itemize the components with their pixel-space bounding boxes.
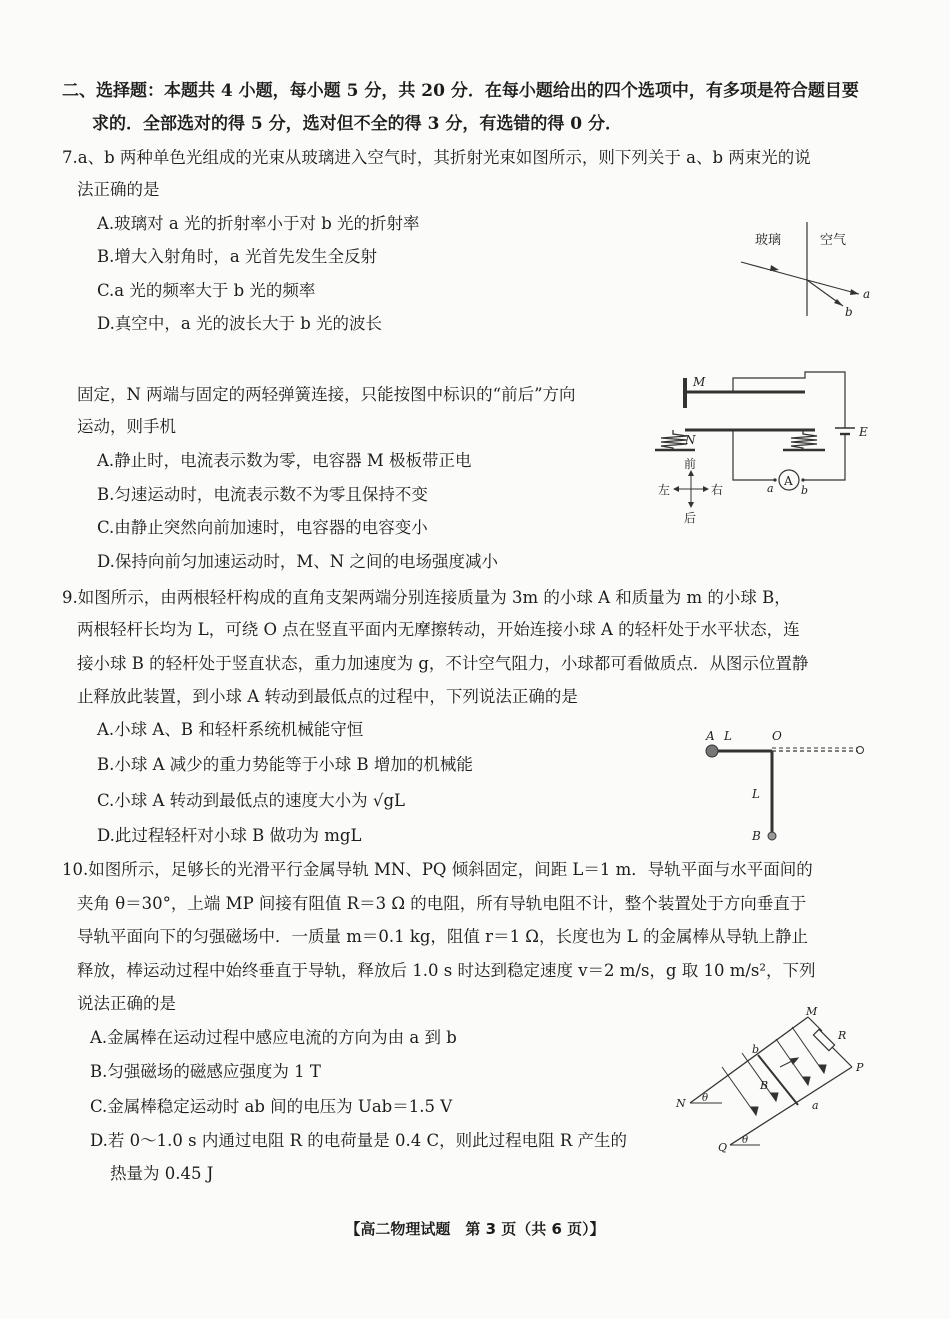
q10-stem-line1: 10.如图所示，足够长的光滑平行金属导轨 MN、PQ 倾斜固定，间距 L＝1 m．导轨平面与水平面间的 bbox=[62, 860, 813, 879]
q7-option-d-cut: D.真空中，a 光的波长大于 b 光的波长 bbox=[97, 314, 383, 333]
q10-stem-line2: 夹角 θ＝30°，上端 MP 间接有阻值 R＝3 Ω 的电阻，所有导轨电阻不计，整个装置处于方向垂直于 bbox=[77, 894, 807, 913]
q8-option-c: C.由静止突然向前加速时，电容器的电容变小 bbox=[97, 518, 428, 537]
q9-stem-line4: 止释放此装置，到小球 A 转动到最低点的过程中，下列说法正确的是 bbox=[77, 687, 578, 706]
page-footer: 【高二物理试题 第 3 页（共 6 页）】 bbox=[345, 1220, 605, 1238]
q10-fig-label-field-b: B bbox=[760, 1079, 769, 1092]
q8-fig-label-e: E bbox=[859, 425, 868, 439]
q8-option-b: B.匀速运动时，电流表示数不为零且保持不变 bbox=[97, 485, 428, 504]
q10-option-b: B.匀强磁场的磁感应强度为 1 T bbox=[90, 1062, 321, 1081]
q9-fig-label-b: B bbox=[752, 829, 761, 843]
q10-fig-label-q: Q bbox=[718, 1141, 728, 1154]
q9-fig-label-l1: L bbox=[724, 729, 732, 743]
q7-option-c: C.a 光的频率大于 b 光的频率 bbox=[97, 281, 316, 300]
q9-fig-ball-a bbox=[706, 745, 718, 757]
q8-fig-front: 前 bbox=[684, 457, 697, 471]
q8-fig-point-b: b bbox=[801, 484, 809, 497]
q7-refraction-figure bbox=[735, 222, 885, 318]
q7-fig-ray-a: a bbox=[863, 287, 871, 301]
q10-fig-field-lines bbox=[722, 1027, 826, 1115]
q10-rails-figure bbox=[672, 1005, 872, 1163]
q7-option-a: A.玻璃对 a 光的折射率小于对 b 光的折射率 bbox=[97, 214, 420, 233]
q9-option-a: A.小球 A、B 和轻杆系统机械能守恒 bbox=[97, 720, 364, 739]
q9-option-b: B.小球 A 减少的重力势能等于小球 B 增加的机械能 bbox=[97, 755, 473, 774]
q10-option-a: A.金属棒在运动过程中感应电流的方向为由 a 到 b bbox=[90, 1028, 457, 1047]
q8-fig-ammeter-label: A bbox=[784, 474, 793, 488]
q8-option-d: D.保持向前匀加速运动时，M、N 之间的电场强度减小 bbox=[97, 552, 498, 571]
q8-fig-left: 左 bbox=[658, 483, 671, 497]
q8-fig-right: 右 bbox=[711, 483, 724, 497]
q10-fig-theta1: θ bbox=[702, 1093, 709, 1104]
q8-fig-label-n: N bbox=[685, 433, 696, 447]
section-header-line2: 求的．全部选对的得 5 分，选对但不全的得 3 分，有选错的得 0 分． bbox=[92, 114, 622, 134]
q9-stem-line2: 两根轻杆长均为 L，可绕 O 点在竖直平面内无摩擦转动，开始连接小球 A 的轻杆处于水平状态，连 bbox=[77, 620, 800, 639]
q7-stem-line2: 法正确的是 bbox=[77, 180, 160, 199]
q9-fig-label-l2: L bbox=[752, 787, 760, 801]
q10-option-d-line2: 热量为 0.45 J bbox=[110, 1164, 214, 1183]
q8-fig-back: 后 bbox=[684, 511, 697, 525]
q8-fig-label-m: M bbox=[693, 375, 706, 389]
q7-fig-air-label: 空气 bbox=[820, 233, 847, 248]
q10-fig-label-n: N bbox=[676, 1097, 686, 1110]
q9-stem-line1: 9.如图所示，由两根轻杆构成的直角支架两端分别连接质量为 3m 的小球 A 和质量为 m 的小球 B， bbox=[62, 588, 791, 607]
q7-fig-ray-b: b bbox=[845, 305, 853, 319]
q10-fig-label-b-end: b bbox=[752, 1043, 760, 1056]
q8-stem-line2: 运动，则手机 bbox=[77, 417, 176, 436]
q8-capacitor-circuit-figure bbox=[655, 368, 875, 528]
q9-rod-figure bbox=[700, 726, 870, 846]
q10-stem-line3: 导轨平面向下的匀强磁场中．一质量 m＝0.1 kg，阻值 r＝1 Ω，长度也为 L 的金属棒从导轨上静止 bbox=[77, 927, 808, 946]
q8-fig-direction-cross bbox=[658, 457, 723, 525]
q9-option-c: C.小球 A 转动到最低点的速度大小为 √gL bbox=[97, 791, 405, 810]
q9-fig-ball-b bbox=[768, 832, 776, 840]
q9-stem-line3: 接小球 B 的轻杆处于竖直状态，重力加速度为 g，不计空气阻力，小球都可看做质点．从图示位置静 bbox=[77, 654, 809, 673]
q7-option-b: B.增大入射角时，a 光首先发生全反射 bbox=[97, 247, 377, 266]
q8-fig-point-a: a bbox=[767, 482, 774, 495]
q10-fig-label-r: R bbox=[838, 1029, 847, 1042]
q9-option-d: D.此过程轻杆对小球 B 做功为 mgL bbox=[97, 826, 362, 845]
q7-stem-line1: 7.a、b 两种单色光组成的光束从玻璃进入空气时，其折射光束如图所示，则下列关于 a、b 两束光的说 bbox=[62, 148, 811, 167]
q10-option-c: C.金属棒稳定运动时 ab 间的电压为 Uab＝1.5 V bbox=[90, 1097, 453, 1116]
q10-stem-line4: 释放，棒运动过程中始终垂直于导轨，释放后 1.0 s 时达到稳定速度 v＝2 m/s，g 取 10 m/s²，下列 bbox=[77, 961, 816, 980]
q10-fig-theta2: θ bbox=[742, 1135, 749, 1146]
q8-option-a: A.静止时，电流表示数为零，电容器 M 极板带正电 bbox=[97, 451, 472, 470]
q10-fig-label-p: P bbox=[856, 1061, 864, 1074]
q7-fig-glass-label: 玻璃 bbox=[755, 233, 782, 248]
q10-stem-line5: 说法正确的是 bbox=[77, 994, 176, 1013]
q10-fig-resistor bbox=[813, 1029, 834, 1050]
q8-fig-right-spring bbox=[783, 430, 825, 450]
q10-fig-label-m: M bbox=[806, 1005, 818, 1018]
q9-fig-label-o: O bbox=[772, 729, 782, 743]
section-header-line1: 二、选择题：本题共 4 小题，每小题 5 分，共 20 分．在每小题给出的四个选项中，有多项是符合题目要 bbox=[62, 81, 859, 101]
q8-stem-line1: 固定，N 两端与固定的两轻弹簧连接，只能按图中标识的“前后”方向 bbox=[77, 385, 576, 404]
q9-fig-label-a: A bbox=[706, 729, 715, 743]
q10-option-d-line1: D.若 0～1.0 s 内通过电阻 R 的电荷量是 0.4 C，则此过程电阻 R 产生的 bbox=[90, 1131, 628, 1150]
q10-fig-label-a-end: a bbox=[812, 1099, 819, 1112]
